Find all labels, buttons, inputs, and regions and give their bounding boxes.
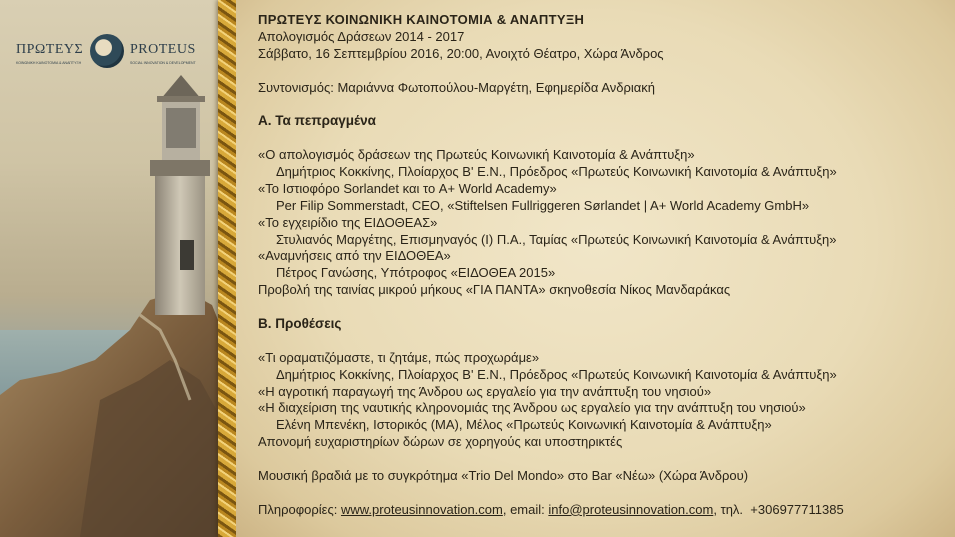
info-line: [258, 502, 948, 519]
website-link[interactable]: www.proteusinnovation.com: [340, 501, 503, 517]
program-content: [258, 12, 948, 519]
parchment-panel: [236, 0, 955, 537]
section-a-heading: Α. Τα πεπραγμένα: [258, 113, 376, 129]
event-title: ΠΡΩΤΕΥΣ ΚΟΙΝΩΝΙΚΗ ΚΑΙΝΟΤΟΜΙΑ & ΑΝΑΠΤΥΞΗ: [258, 12, 585, 27]
phone-number: +306977711385: [750, 501, 844, 517]
event-subtitle: Απολογισμός Δράσεων 2014 - 2017: [258, 28, 465, 44]
section-a-topic: «Αναμνήσεις από την ΕΙΔΟΘΕΑ»: [258, 248, 451, 264]
proteus-logo-icon: [90, 34, 124, 68]
section-b-heading: Β. Προθέσεις: [258, 316, 342, 332]
section-a-closing: Προβολή της ταινίας μικρού μήκους «ΓΙΑ ΠΑΝΤΑ» σκηνοθεσία Νίκος Μανδαράκας: [258, 282, 731, 298]
section-a-topic: «Το εγχειρίδιο της ΕΙΔΟΘΕΑΣ»: [258, 214, 438, 230]
section-a-speaker: Per Filip Sommerstadt, CEO, «Stiftelsen Fullriggeren Sørlandet | A+ World Academy GmbH»: [276, 197, 810, 213]
rope-border: [218, 0, 236, 537]
section-b-topic: «Τι οραματιζόμαστε, τι ζητάμε, πώς προχωράμε»: [258, 349, 540, 365]
music-line: Μουσική βραδιά με το συγκρότημα «Trio Del Mondo» στο Bar «Νέω» (Χώρα Άνδρου): [258, 468, 749, 484]
email-link[interactable]: info@proteusinnovation.com: [548, 501, 714, 517]
section-a-topic: «Το Ιστιοφόρο Sorlandet και το A+ World Academy»: [258, 180, 557, 196]
section-a-speaker: Δημήτριος Κοκκίνης, Πλοίαρχος Β' Ε.Ν., Πρόεδρος «Πρωτεύς Κοινωνική Καινοτομία & Ανάπτυξη»: [276, 164, 837, 180]
section-b-closing: Απονομή ευχαριστηρίων δώρων σε χορηγούς και υποστηρικτές: [258, 434, 623, 450]
phone-label: , τηλ.: [713, 501, 744, 517]
logo-name-english: PROTEUS: [130, 42, 196, 57]
section-b-topic: «Η αγροτική παραγωγή της Άνδρου ως εργαλείο για την ανάπτυξη του νησιού»: [258, 383, 712, 399]
logo-tagline-english: SOCIAL INNOVATION & DEVELOPMENT: [130, 61, 196, 65]
lighthouse-illustration: [0, 0, 222, 537]
info-label: Πληροφορίες:: [258, 501, 338, 517]
section-b-topic: «Η διαχείριση της ναυτικής κληρονομιάς της Άνδρου ως εργαλείο για την ανάπτυξη του νησιού»: [258, 400, 806, 416]
logo: [8, 34, 208, 74]
section-b-speaker: Ελένη Μπενέκη, Ιστορικός (ΜΑ), Μέλος «Πρωτεύς Κοινωνική Καινοτομία & Ανάπτυξη»: [276, 417, 772, 433]
section-a-topic: «Ο απολογισμός δράσεων της Πρωτεύς Κοινωνική Καινοτομία & Ανάπτυξη»: [258, 147, 695, 163]
illustration-panel: [0, 0, 222, 537]
event-datetime: Σάββατο, 16 Σεπτεμβρίου 2016, 20:00, Ανοιχτό Θέατρο, Χώρα Άνδρος: [258, 45, 664, 61]
email-label: , email:: [502, 501, 545, 517]
logo-tagline-greek: ΚΟΙΝΩΝΙΚΗ ΚΑΙΝΟΤΟΜΙΑ & ΑΝΑΠΤΥΞΗ: [16, 61, 82, 65]
section-a-speaker: Πέτρος Γανώσης, Υπότροφος «ΕΙΔΟΘΕΑ 2015»: [276, 265, 556, 281]
coordinator-line: Συντονισμός: Μαριάννα Φωτοπούλου-Μαργέτη, Εφημερίδα Ανδριακή: [258, 79, 656, 95]
logo-name-greek: ΠΡΩΤΕΥΣ: [16, 42, 84, 57]
section-a-speaker: Στυλιανός Μαργέτης, Επισμηναγός (Ι) Π.Α., Ταμίας «Πρωτεύς Κοινωνική Καινοτομία & Ανάπτυξη»: [276, 231, 837, 247]
section-b-speaker: Δημήτριος Κοκκίνης, Πλοίαρχος Β' Ε.Ν., Πρόεδρος «Πρωτεύς Κοινωνική Καινοτομία & Ανάπτυξη»: [276, 366, 837, 382]
